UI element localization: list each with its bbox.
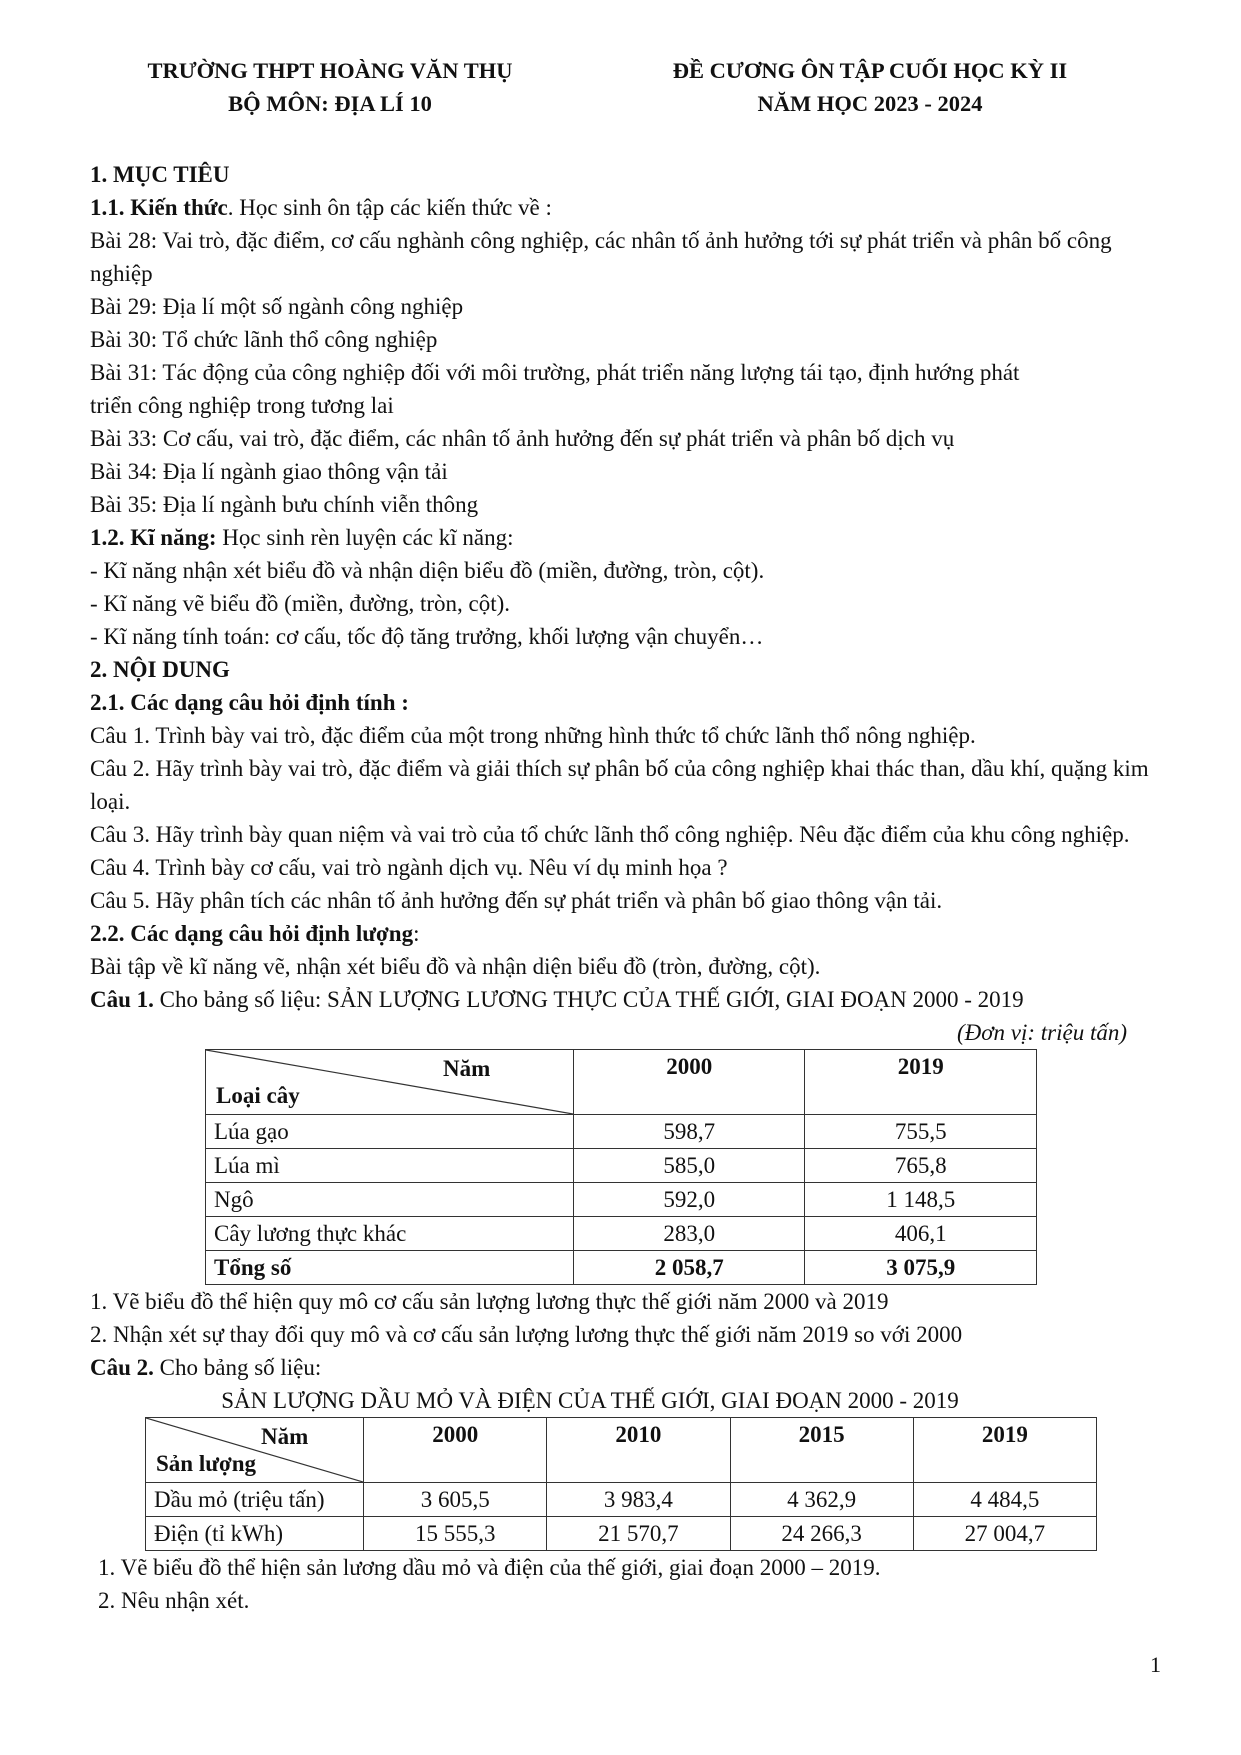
table-row <box>146 1517 1097 1551</box>
page-number: 1 <box>1150 1652 1161 1677</box>
crop-name: Cây lương thực khác <box>206 1217 574 1251</box>
qualitative-question: Câu 3. Hãy trình bày quan niệm và vai trò của tổ chức lãnh thổ công nghiệp. Nêu đặc điểm của khu công nghiệp. <box>90 822 1130 847</box>
year-header: 2000 <box>364 1418 547 1483</box>
question-2-label: Câu 2. <box>90 1355 154 1380</box>
value-cell: 3 983,4 <box>547 1483 730 1517</box>
lesson-31: Bài 31: Tác động của công nghiệp đối với môi trường, phát triển năng lượng tái tạo, định hướng phát triển công nghiệp trong tương lai <box>90 360 1020 418</box>
knowledge-label: 1.1. Kiến thức <box>90 195 228 220</box>
diagonal-header-cell <box>146 1418 364 1483</box>
table-row <box>206 1149 1037 1183</box>
value-cell: 406,1 <box>805 1217 1037 1251</box>
school-year: NĂM HỌC 2023 - 2024 <box>757 91 983 116</box>
quantitative-colon: : <box>413 921 420 946</box>
quantitative-heading: 2.2. Các dạng câu hỏi định lượng <box>90 921 414 946</box>
question-1-label: Câu 1. <box>90 987 154 1012</box>
unit-note: (Đơn vị: triệu tấn) <box>956 1020 1127 1045</box>
lesson-34: Bài 34: Địa lí ngành giao thông vận tải <box>90 459 448 484</box>
product-name: Dầu mỏ (triệu tấn) <box>146 1483 364 1517</box>
lesson-28: Bài 28: Vai trò, đặc điểm, cơ cấu nghành công nghiệp, các nhân tố ảnh hưởng tới sự phát triển và phân bố công nghiệp <box>90 228 1112 286</box>
document-body <box>90 158 1165 1617</box>
lesson-30: Bài 30: Tổ chức lãnh thổ công nghiệp <box>90 327 438 352</box>
lesson-33: Bài 33: Cơ cấu, vai trò, đặc điểm, các nhân tố ảnh hưởng đến sự phát triển và phân bố dịch vụ <box>90 426 955 451</box>
qualitative-question: Câu 4. Trình bày cơ cấu, vai trò ngành dịch vụ. Nêu ví dụ minh họa ? <box>90 855 728 880</box>
qualitative-question: Câu 1. Trình bày vai trò, đặc điểm của một trong những hình thức tổ chức lãnh thổ nông nghiệp. <box>90 723 976 748</box>
question-1-line <box>90 983 1165 1016</box>
document-title: ĐỀ CƯƠNG ÔN TẬP CUỐI HỌC KỲ II <box>672 58 1068 83</box>
document-header <box>90 58 1165 120</box>
total-label: Tổng số <box>206 1251 574 1285</box>
question-2-text: Cho bảng số liệu: <box>153 1355 322 1380</box>
question-1-text: Cho bảng số liệu: SẢN LƯỢNG LƯƠNG THỰC CỦA THẾ GIỚI, GIAI ĐOẠN 2000 - 2019 <box>153 987 1024 1012</box>
knowledge-text: . Học sinh ôn tập các kiến thức về : <box>227 195 552 220</box>
grain-production-table <box>205 1049 1037 1285</box>
value-cell: 27 004,7 <box>913 1517 1096 1551</box>
question-2-line <box>90 1351 1165 1384</box>
question-2-task: 1. Vẽ biểu đồ thể hiện sản lương dầu mỏ và điện của thế giới, giai đoạn 2000 – 2019. <box>98 1555 881 1580</box>
quantitative-heading-line <box>90 917 1165 950</box>
year-header: 2000 <box>573 1050 805 1115</box>
quantitative-intro: Bài tập về kĩ năng vẽ, nhận xét biểu đồ và nhận diện biểu đồ (tròn, đường, cột). <box>90 954 821 979</box>
school-name: TRƯỜNG THPT HOÀNG VĂN THỤ <box>147 58 513 83</box>
header-crop-label: Loại cây <box>216 1083 300 1108</box>
value-cell: 1 148,5 <box>805 1183 1037 1217</box>
total-value: 3 075,9 <box>805 1251 1037 1285</box>
year-header: 2010 <box>547 1418 730 1483</box>
knowledge-line <box>90 191 1165 224</box>
section-2-heading: 2. NỘI DUNG <box>90 657 230 682</box>
subject-name: BỘ MÔN: ĐỊA LÍ 10 <box>228 91 432 116</box>
header-year-label: Năm <box>261 1424 309 1449</box>
qualitative-question: Câu 2. Hãy trình bày vai trò, đặc điểm và giải thích sự phân bố của công nghiệp khai thác than, dầu khí, quặng kim loại. <box>90 756 1149 814</box>
year-header: 2015 <box>730 1418 913 1483</box>
value-cell: 21 570,7 <box>547 1517 730 1551</box>
value-cell: 598,7 <box>573 1115 805 1149</box>
crop-name: Lúa mì <box>206 1149 574 1183</box>
value-cell: 585,0 <box>573 1149 805 1183</box>
skill-item: - Kĩ năng tính toán: cơ cấu, tốc độ tăng trưởng, khối lượng vận chuyển… <box>90 624 764 649</box>
table-header-row <box>206 1050 1037 1115</box>
question-1-task: 1. Vẽ biểu đồ thể hiện quy mô cơ cấu sản lượng lương thực thế giới năm 2000 và 2019 <box>90 1289 889 1314</box>
qualitative-question: Câu 5. Hãy phân tích các nhân tố ảnh hưởng đến sự phát triển và phân bố giao thông vận tải. <box>90 888 943 913</box>
skills-label: 1.2. Kĩ năng: <box>90 525 217 550</box>
value-cell: 755,5 <box>805 1115 1037 1149</box>
value-cell: 15 555,3 <box>364 1517 547 1551</box>
table-header-row <box>146 1418 1097 1483</box>
value-cell: 765,8 <box>805 1149 1037 1183</box>
table-row <box>206 1115 1037 1149</box>
header-year-label: Năm <box>443 1056 491 1081</box>
value-cell: 3 605,5 <box>364 1483 547 1517</box>
oil-electricity-table <box>145 1417 1097 1551</box>
value-cell: 4 362,9 <box>730 1483 913 1517</box>
table-total-row <box>206 1251 1037 1285</box>
crop-name: Ngô <box>206 1183 574 1217</box>
value-cell: 592,0 <box>573 1183 805 1217</box>
diagonal-header-cell <box>206 1050 574 1115</box>
skill-item: - Kĩ năng nhận xét biểu đồ và nhận diện biểu đồ (miền, đường, tròn, cột). <box>90 558 765 583</box>
value-cell: 4 484,5 <box>913 1483 1096 1517</box>
year-header: 2019 <box>913 1418 1096 1483</box>
qualitative-heading: 2.1. Các dạng câu hỏi định tính : <box>90 690 409 715</box>
skills-text: Học sinh rèn luyện các kĩ năng: <box>216 525 514 550</box>
lesson-29: Bài 29: Địa lí một số ngành công nghiệp <box>90 294 464 319</box>
skills-line <box>90 521 1165 554</box>
product-name: Điện (tỉ kWh) <box>146 1517 364 1551</box>
skill-item: - Kĩ năng vẽ biểu đồ (miền, đường, tròn, cột). <box>90 591 511 616</box>
total-value: 2 058,7 <box>573 1251 805 1285</box>
value-cell: 24 266,3 <box>730 1517 913 1551</box>
crop-name: Lúa gạo <box>206 1115 574 1149</box>
question-2-task: 2. Nêu nhận xét. <box>98 1588 250 1613</box>
year-header: 2019 <box>805 1050 1037 1115</box>
table-2-title: SẢN LƯỢNG DẦU MỎ VÀ ĐIỆN CỦA THẾ GIỚI, GIAI ĐOẠN 2000 - 2019 <box>221 1388 959 1413</box>
value-cell: 283,0 <box>573 1217 805 1251</box>
header-output-label: Sản lượng <box>156 1451 257 1476</box>
lesson-35: Bài 35: Địa lí ngành bưu chính viễn thông <box>90 492 479 517</box>
document-page <box>90 58 1165 1613</box>
section-1-heading: 1. MỤC TIÊU <box>90 162 230 187</box>
table-row <box>206 1217 1037 1251</box>
table-row <box>206 1183 1037 1217</box>
table-row <box>146 1483 1097 1517</box>
question-1-task: 2. Nhận xét sự thay đổi quy mô và cơ cấu sản lượng lương thực thế giới năm 2019 so với 2000 <box>90 1322 963 1347</box>
